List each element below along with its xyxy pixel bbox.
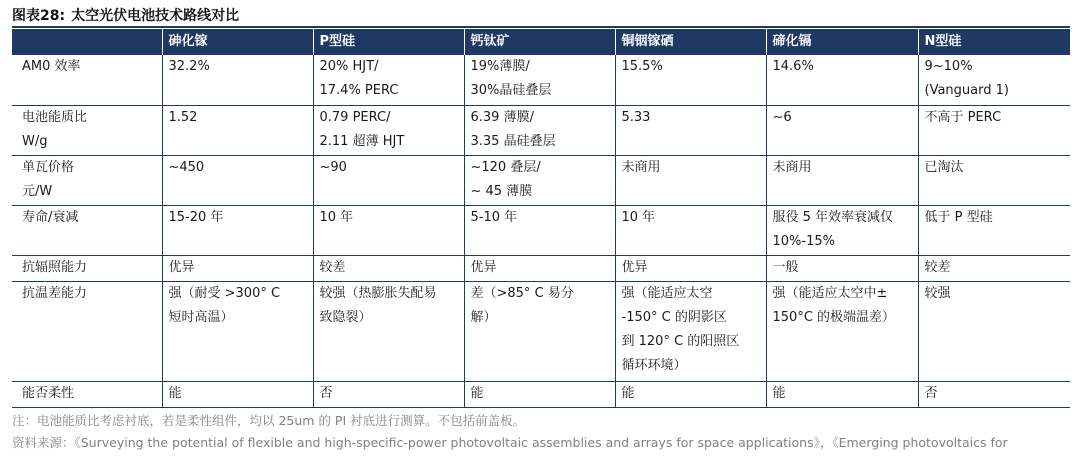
header-cell-cigs: 铜铟镓硒 [615,29,766,55]
table-header-row [12,29,1070,55]
table-cell: 优异 [162,255,313,281]
table-cell: 能 [162,381,313,407]
table-cell: 5.33 [615,105,766,155]
table-cell: 14.6% [766,55,918,105]
table-cell: 强（能适应太空 -150° C 的阴影区 到 120° C 的阳照区 循环环境） [615,281,766,381]
table-cell: 32.2% [162,55,313,105]
table-cell: 5-10 年 [464,205,615,255]
row-header: AM0 效率 [12,55,162,105]
row-header: 电池能质比 W/g [12,105,162,155]
figure-title-text: 太空光伏电池技术路线对比 [71,8,240,24]
table-cell: 优异 [615,255,766,281]
table-row [12,155,1070,205]
row-header: 单瓦价格 元/W [12,155,162,205]
table-row [12,105,1070,155]
table-cell: 否 [313,381,464,407]
table-cell: 强（耐受 >300° C 短时高温） [162,281,313,381]
table-cell: 优异 [464,255,615,281]
table-cell: 较差 [918,255,1070,281]
header-cell-perovskite: 钙钛矿 [464,29,615,55]
table-cell: ~450 [162,155,313,205]
table-cell: 15.5% [615,55,766,105]
header-cell-blank [12,29,162,55]
row-header: 抗辐照能力 [12,255,162,281]
table-cell: 一般 [766,255,918,281]
table-cell: 能 [615,381,766,407]
row-header: 抗温差能力 [12,281,162,381]
comparison-table [12,29,1070,408]
table-cell: 1.52 [162,105,313,155]
footnote: 注：电池能质比考虑衬底，若是柔性组件，均以 25um 的 PI 衬底进行测算。不包括前盖板。 [12,413,526,428]
table-footnotes [12,410,1078,454]
table-cell: 服役 5 年效率衰减仅 10%-15% [766,205,918,255]
table-cell: ~120 叠层/ ~ 45 薄膜 [464,155,615,205]
source-note: 资料来源：《Surveying the potential of flexible and high-specific-power photovoltaic assemblies and arrays for space applications》，《Emerging photovoltaics for [12,435,1008,450]
table-cell: 低于 P 型硅 [918,205,1070,255]
table-cell: 19%薄膜/ 30%晶硅叠层 [464,55,615,105]
table-cell: 未商用 [766,155,918,205]
table-row [12,55,1070,105]
table-cell: 强（能适应太空中± 150°C 的极端温差） [766,281,918,381]
header-cell-n-si: N型硅 [918,29,1070,55]
table-row [12,381,1070,407]
table-row [12,205,1070,255]
row-header: 能否柔性 [12,381,162,407]
table-cell: 差（>85° C 易分 解） [464,281,615,381]
table-cell: 6.39 薄膜/ 3.35 晶硅叠层 [464,105,615,155]
table-row [12,255,1070,281]
table-cell: 能 [766,381,918,407]
table-cell: 否 [918,381,1070,407]
table-cell: 9~10% (Vanguard 1) [918,55,1070,105]
header-cell-gaas: 砷化镓 [162,29,313,55]
title-divider [12,26,1070,28]
table-cell: 20% HJT/ 17.4% PERC [313,55,464,105]
table-cell: 10 年 [615,205,766,255]
table-cell: 较强（热膨胀失配易 致隐裂） [313,281,464,381]
table-cell: 10 年 [313,205,464,255]
table-cell: ~6 [766,105,918,155]
table-cell: 不高于 PERC [918,105,1070,155]
table-cell: 未商用 [615,155,766,205]
figure-label: 图表28: [12,8,66,24]
row-header: 寿命/衰减 [12,205,162,255]
figure-title [12,4,239,26]
table-cell: 0.79 PERC/ 2.11 超薄 HJT [313,105,464,155]
header-cell-cdte: 碲化镉 [766,29,918,55]
table-row [12,281,1070,381]
header-cell-p-si: P型硅 [313,29,464,55]
table-cell: 较差 [313,255,464,281]
table-cell: 15-20 年 [162,205,313,255]
table-cell: 能 [464,381,615,407]
table-cell: 较强 [918,281,1070,381]
table-cell: ~90 [313,155,464,205]
table-cell: 已淘汰 [918,155,1070,205]
